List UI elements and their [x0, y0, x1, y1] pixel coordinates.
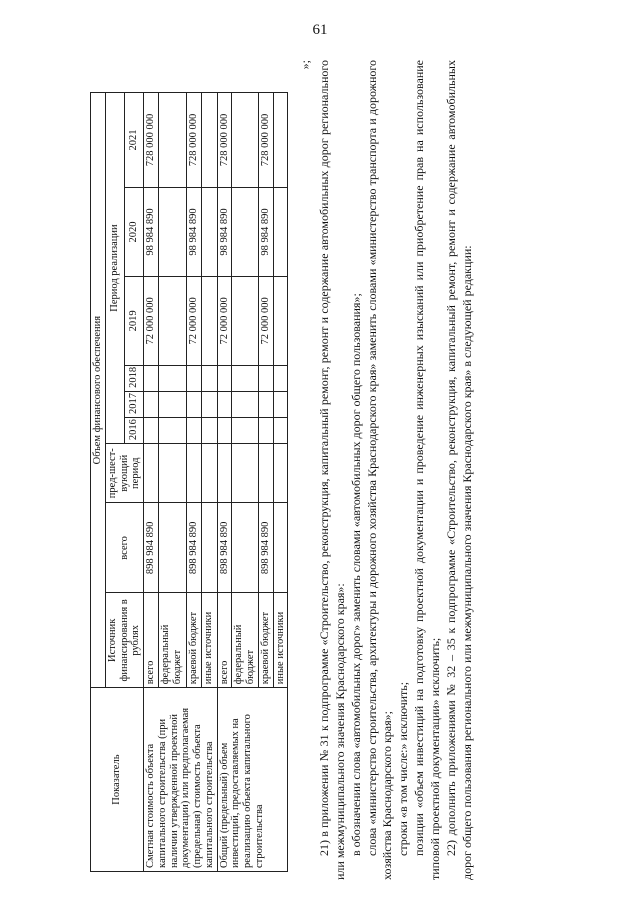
value-cell-y2018 — [144, 365, 159, 391]
value-cell-y2020: 98 984 890 — [258, 188, 273, 277]
value-cell-y2018 — [273, 365, 288, 391]
value-cell-y2016 — [144, 418, 159, 444]
amendment-paragraph: позиции «объем инвестиций на подготовку проектной документации и проведение инженерных изысканий или приобретение прав на использование типовой проектной документации» исключить; — [412, 60, 442, 880]
value-cell-y2021 — [232, 93, 259, 188]
amendment-paragraph: строки «в том числе:» исключить; — [396, 681, 411, 856]
header-source: Источник финансирования в рублях — [105, 593, 143, 688]
indicator-cell: Общий (предельный) объем инвестиций, предоставляемых на реализацию объекта капитального строительства — [217, 688, 288, 872]
source-cell: иные источники — [202, 593, 217, 688]
value-cell-y2016 — [232, 418, 259, 444]
value-cell-y2017 — [159, 391, 187, 417]
header-year-2021: 2021 — [124, 93, 143, 188]
value-cell-prev — [202, 444, 217, 503]
value-cell-y2018 — [217, 365, 232, 391]
value-cell-y2020 — [202, 188, 217, 277]
value-cell-total — [273, 503, 288, 593]
value-cell-y2016 — [217, 418, 232, 444]
value-cell-y2020: 98 984 890 — [217, 188, 232, 277]
table-row — [217, 93, 232, 872]
value-cell-y2019: 72 000 000 — [186, 276, 201, 365]
value-cell-y2021: 728 000 000 — [217, 93, 232, 188]
value-cell-y2018 — [232, 365, 259, 391]
header-year-2018: 2018 — [124, 365, 143, 391]
header-year-2017: 2017 — [124, 391, 143, 417]
value-cell-y2016 — [258, 418, 273, 444]
value-cell-prev — [273, 444, 288, 503]
table-row — [144, 93, 159, 872]
value-cell-prev — [217, 444, 232, 503]
value-cell-y2017 — [273, 391, 288, 417]
value-cell-y2021 — [159, 93, 187, 188]
header-row-top — [91, 93, 106, 872]
value-cell-y2021 — [273, 93, 288, 188]
value-cell-y2018 — [258, 365, 273, 391]
value-cell-total — [202, 503, 217, 593]
amendment-paragraphs — [317, 60, 475, 880]
amendment-paragraph: в обозначении слова «автомобильных дорог» заменить словами «автомобильных дорог общего пользования»; — [348, 293, 363, 856]
amendment-paragraph: 22) дополнить приложениями № 32 – 35 к подпрограмме «Строительство, реконструкция, капитальный ремонт, ремонт и содержание автомобильных дорог общего пользования регионального или межмуниципального значения Краснодарского края» в следующей редакции: — [443, 60, 474, 880]
value-cell-y2019: 72 000 000 — [258, 276, 273, 365]
page-number: 61 — [312, 22, 328, 38]
value-cell-y2018 — [202, 365, 217, 391]
source-cell: краевой бюджет — [186, 593, 201, 688]
value-cell-prev — [232, 444, 259, 503]
source-cell: федеральный бюджет — [159, 593, 187, 688]
value-cell-y2019: 72 000 000 — [144, 276, 159, 365]
amendment-paragraph: 21) в приложении № 31 к подпрограмме «Строительство, реконструкция, капитальный ремонт, ремонт и содержание автомобильных дорог регионального или межмуниципального значения Краснодарского края»: — [317, 60, 347, 880]
table-closing-mark: »; — [298, 60, 313, 70]
table-body — [91, 93, 288, 872]
value-cell-y2020: 98 984 890 — [144, 188, 159, 277]
value-cell-y2018 — [159, 365, 187, 391]
value-cell-prev — [186, 444, 201, 503]
value-cell-y2016 — [202, 418, 217, 444]
value-cell-total: 898 984 890 — [186, 503, 201, 593]
value-cell-y2017 — [217, 391, 232, 417]
value-cell-total: 898 984 890 — [258, 503, 273, 593]
value-cell-y2017 — [232, 391, 259, 417]
financing-table — [90, 92, 288, 872]
header-realization-period: Период реализации — [105, 93, 124, 444]
header-funding-volume: Объем финансового обеспечения — [91, 93, 106, 688]
value-cell-total: 898 984 890 — [217, 503, 232, 593]
value-cell-y2020 — [273, 188, 288, 277]
value-cell-y2018 — [186, 365, 201, 391]
source-cell: всего — [217, 593, 232, 688]
value-cell-y2019 — [273, 276, 288, 365]
header-year-2019: 2019 — [124, 276, 143, 365]
value-cell-y2019: 72 000 000 — [217, 276, 232, 365]
source-cell: краевой бюджет — [258, 593, 273, 688]
header-indicator: Показатель — [91, 688, 144, 872]
value-cell-y2017 — [258, 391, 273, 417]
value-cell-y2016 — [159, 418, 187, 444]
header-year-2016: 2016 — [124, 418, 143, 444]
value-cell-y2020: 98 984 890 — [186, 188, 201, 277]
value-cell-y2020 — [159, 188, 187, 277]
header-year-2020: 2020 — [124, 188, 143, 277]
value-cell-total — [159, 503, 187, 593]
amendment-text — [298, 60, 475, 880]
value-cell-y2021: 728 000 000 — [258, 93, 273, 188]
value-cell-y2019 — [232, 276, 259, 365]
value-cell-prev — [258, 444, 273, 503]
value-cell-prev — [159, 444, 187, 503]
value-cell-y2021: 728 000 000 — [144, 93, 159, 188]
value-cell-y2021: 728 000 000 — [186, 93, 201, 188]
value-cell-total: 898 984 890 — [144, 503, 159, 593]
source-cell: всего — [144, 593, 159, 688]
source-cell: иные источники — [273, 593, 288, 688]
value-cell-y2016 — [273, 418, 288, 444]
value-cell-y2019 — [159, 276, 187, 365]
value-cell-y2016 — [186, 418, 201, 444]
value-cell-y2017 — [144, 391, 159, 417]
value-cell-y2020 — [232, 188, 259, 277]
value-cell-y2017 — [186, 391, 201, 417]
value-cell-y2021 — [202, 93, 217, 188]
source-cell: федеральный бюджет — [232, 593, 259, 688]
header-previous-period: пред-шест-вующий период — [105, 444, 143, 503]
amendment-paragraph: слова «министерство строительства, архитектуры и дорожного хозяйства Краснодарского края» заменить словами «министерство транспорта и дорожного хозяйства Краснодарского края»; — [364, 60, 395, 880]
header-total: всего — [105, 503, 143, 593]
value-cell-prev — [144, 444, 159, 503]
rotated-page-content — [90, 60, 610, 880]
indicator-cell: Сметная стоимость объекта капитального строительства (при наличии утвержденной проектной документации) или предполагаемая (предельная) стоимость объекта капитального строительства — [144, 688, 218, 872]
value-cell-y2019 — [202, 276, 217, 365]
value-cell-total — [232, 503, 259, 593]
value-cell-y2017 — [202, 391, 217, 417]
